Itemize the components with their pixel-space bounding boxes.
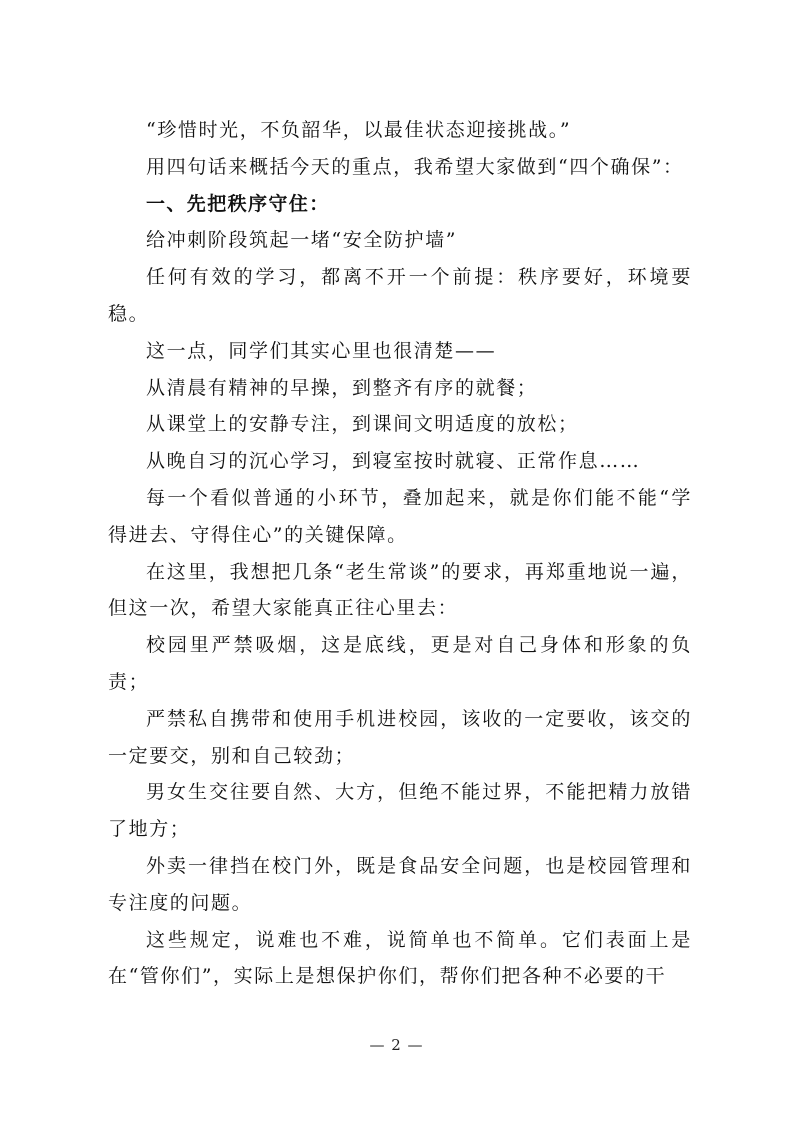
document-body xyxy=(108,112,692,995)
paragraph: 从晚自习的沉心学习，到寝室按时就寝、正常作息…… xyxy=(146,450,641,473)
section-heading: 一、先把秩序守住： xyxy=(146,192,330,215)
paragraph: 这一点，同学们其实心里也很清楚—— xyxy=(146,339,497,362)
paragraph: 男女生交往要自然、大方，但绝不能过界，不能把精力放错了地方； xyxy=(108,781,692,841)
paragraph: 这些规定，说难也不难，说简单也不简单。它们表面上是在“管你们”，实际上是想保护你们，帮你们把各种不必要的干 xyxy=(108,928,692,988)
paragraph: 在这里，我想把几条“老生常谈”的要求，再郑重地说一遍，但这一次，希望大家能真正往心里去： xyxy=(108,560,692,620)
paragraph: 用四句话来概括今天的重点，我希望大家做到“四个确保”： xyxy=(146,155,684,178)
paragraph: 任何有效的学习，都离不开一个前提：秩序要好，环境要稳。 xyxy=(108,266,692,325)
paragraph: 从课堂上的安静专注，到课间文明适度的放松； xyxy=(146,413,579,436)
paragraph: 校园里严禁吸烟，这是底线，更是对自己身体和形象的负责； xyxy=(108,634,692,693)
paragraph: 给冲刺阶段筑起一堵“安全防护墙” xyxy=(146,229,458,252)
paragraph: 从清晨有精神的早操，到整齐有序的就餐； xyxy=(146,376,538,399)
paragraph: “珍惜时光，不负韶华，以最佳状态迎接挑战。” xyxy=(146,119,572,141)
paragraph: 每一个看似普通的小环节，叠加起来，就是你们能不能“学得进去、守得住心”的关键保障。 xyxy=(108,486,692,546)
paragraph: 严禁私自携带和使用手机进校园，该收的一定要收，该交的一定要交，别和自己较劲； xyxy=(108,707,692,767)
paragraph: 外卖一律挡在校门外，既是食品安全问题，也是校园管理和专注度的问题。 xyxy=(108,854,692,914)
page-number: — 2 — xyxy=(369,1036,424,1054)
